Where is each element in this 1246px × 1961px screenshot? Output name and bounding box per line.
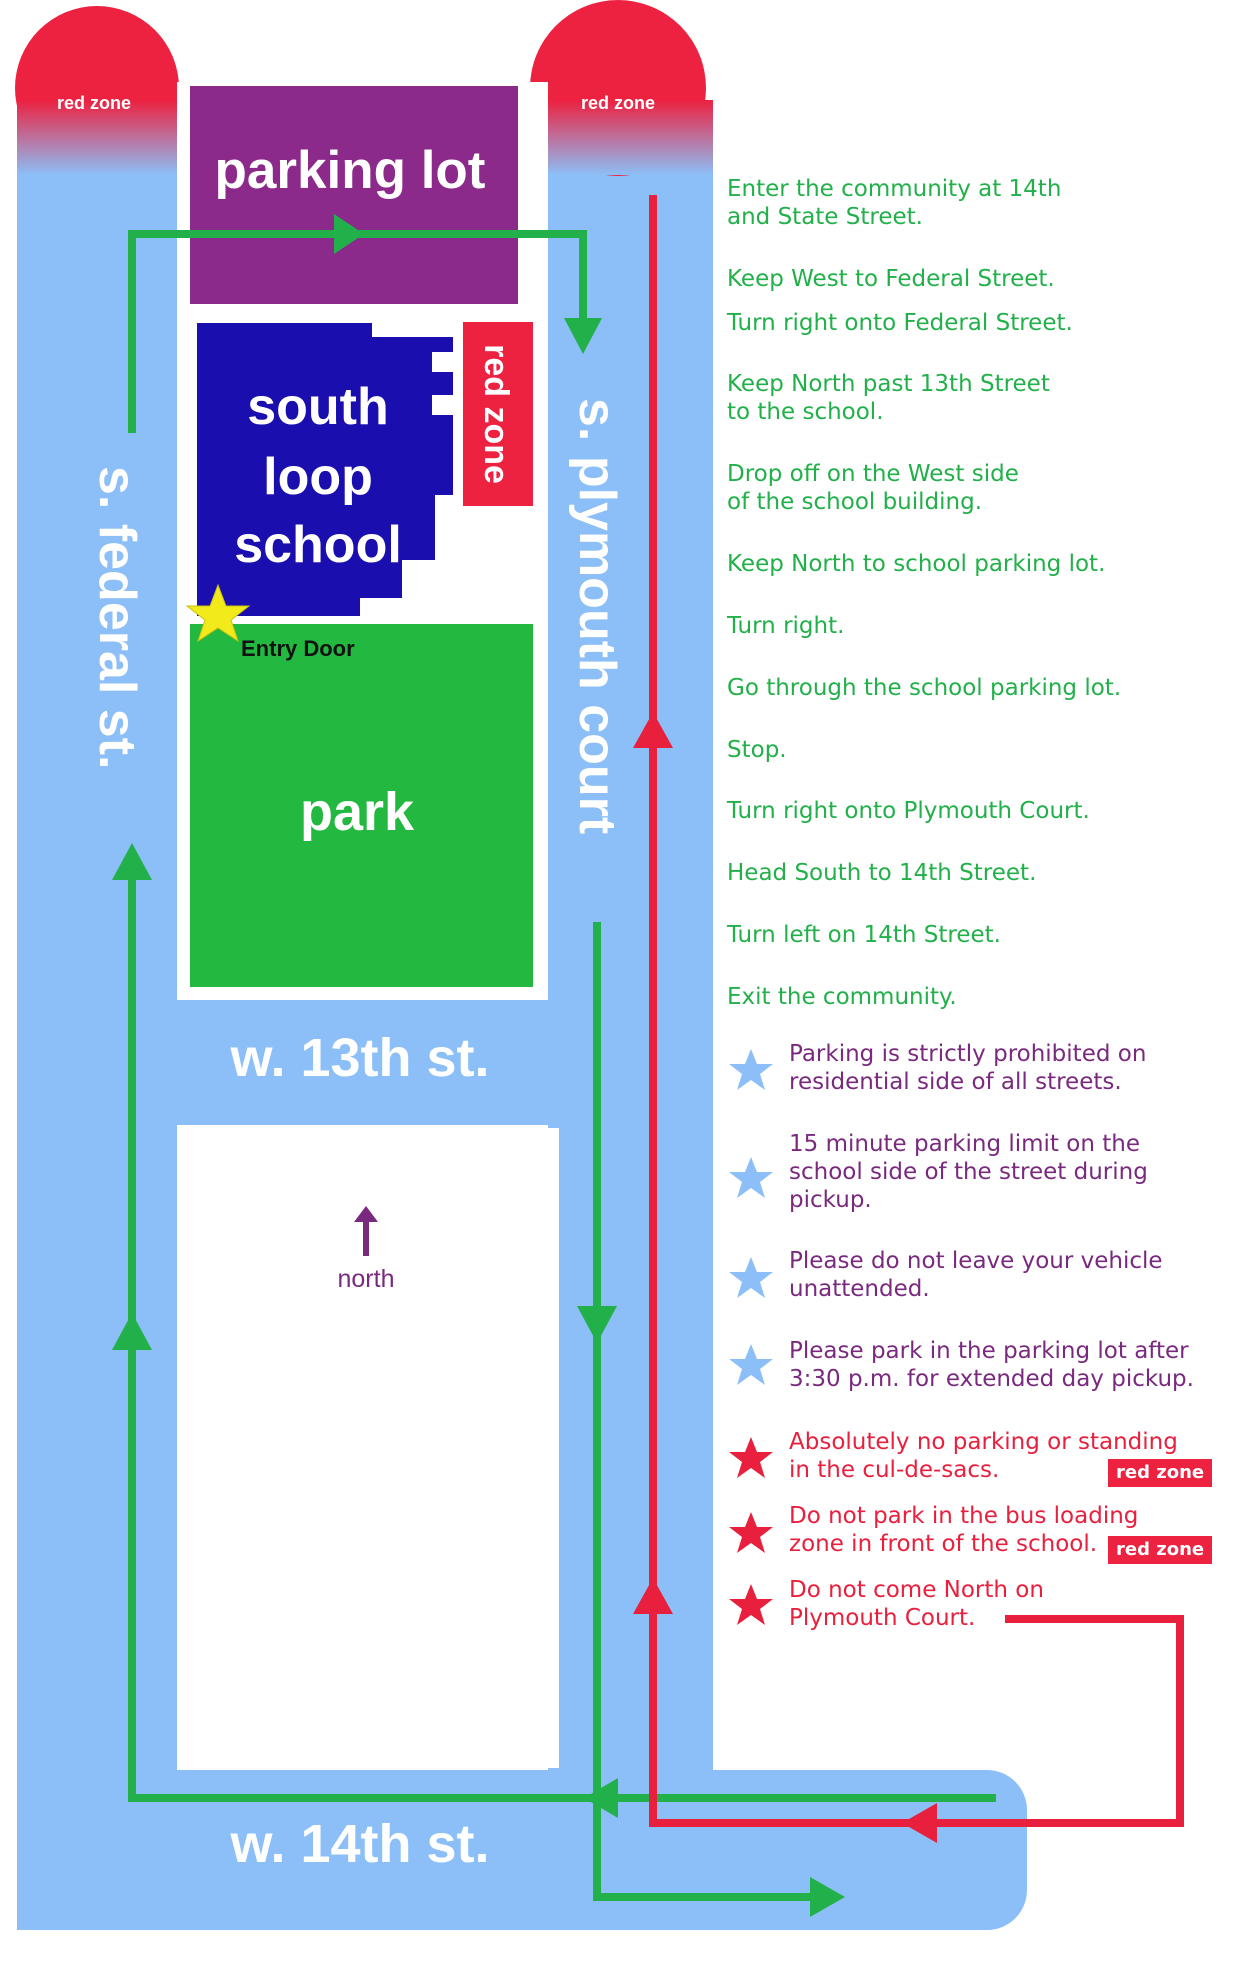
note-6: Do not park in the bus loading zone in front of the school. <box>789 1503 1139 1557</box>
parking-lot-label: parking lot <box>214 141 486 200</box>
note-7: Do not come North on Plymouth Court. <box>789 1577 1044 1631</box>
cul-de-sac-left <box>15 6 179 175</box>
direction-10: Turn right onto Plymouth Court. <box>727 798 1090 824</box>
red-zone-badge: red zone <box>1108 1536 1212 1564</box>
14th-street-label: w. 14th st. <box>230 1814 490 1874</box>
direction-8: Go through the school parking lot. <box>727 675 1122 701</box>
red-star-icon <box>728 1582 774 1628</box>
school-label-line2: loop <box>263 448 373 506</box>
park-label: park <box>299 782 415 842</box>
north-label: north <box>337 1265 395 1293</box>
school-label-line1: south <box>247 378 389 436</box>
note-4: Please park in the parking lot after 3:30 p.m. for extended day pickup. <box>789 1338 1194 1392</box>
bus-red-zone-label: red zone <box>477 344 515 484</box>
direction-9: Stop. <box>727 737 787 763</box>
direction-11: Head South to 14th Street. <box>727 860 1037 886</box>
direction-6: Keep North to school parking lot. <box>727 551 1106 577</box>
plymouth-court-label: s. plymouth court <box>568 398 626 835</box>
note-1: Parking is strictly prohibited on residential side of all streets. <box>789 1041 1147 1095</box>
red-star-icon <box>728 1510 774 1556</box>
blue-star-icon <box>728 1255 774 1301</box>
note-5: Absolutely no parking or standing in the cul-de-sacs. <box>789 1429 1178 1483</box>
red-zone-badge: red zone <box>1108 1459 1212 1487</box>
federal-street-label: s. federal st. <box>88 466 146 770</box>
direction-7: Turn right. <box>727 613 845 639</box>
direction-4: Keep North past 13th Street to the school. <box>727 371 1050 425</box>
13th-street-label: w. 13th st. <box>230 1028 490 1088</box>
red-zone-label-left: red zone <box>56 93 132 113</box>
residential-block <box>183 1128 559 1768</box>
red-zone-label-right: red zone <box>580 93 656 113</box>
direction-12: Turn left on 14th Street. <box>727 922 1001 948</box>
school-label-line3: school <box>234 516 402 574</box>
direction-5: Drop off on the West side of the school building. <box>727 461 1019 515</box>
entry-door-label: Entry Door <box>241 636 355 661</box>
red-star-icon <box>728 1435 774 1481</box>
blue-star-icon <box>728 1342 774 1388</box>
direction-2: Keep West to Federal Street. <box>727 266 1055 292</box>
blue-star-icon <box>728 1047 774 1093</box>
blue-star-icon <box>728 1155 774 1201</box>
direction-1: Enter the community at 14th and State Street. <box>727 176 1062 230</box>
direction-13: Exit the community. <box>727 984 957 1010</box>
note-2: 15 minute parking limit on the school side of the street during pickup. <box>789 1131 1148 1213</box>
cul-de-sac-right <box>530 0 713 176</box>
direction-3: Turn right onto Federal Street. <box>727 310 1073 336</box>
note-3: Please do not leave your vehicle unattended. <box>789 1248 1163 1302</box>
